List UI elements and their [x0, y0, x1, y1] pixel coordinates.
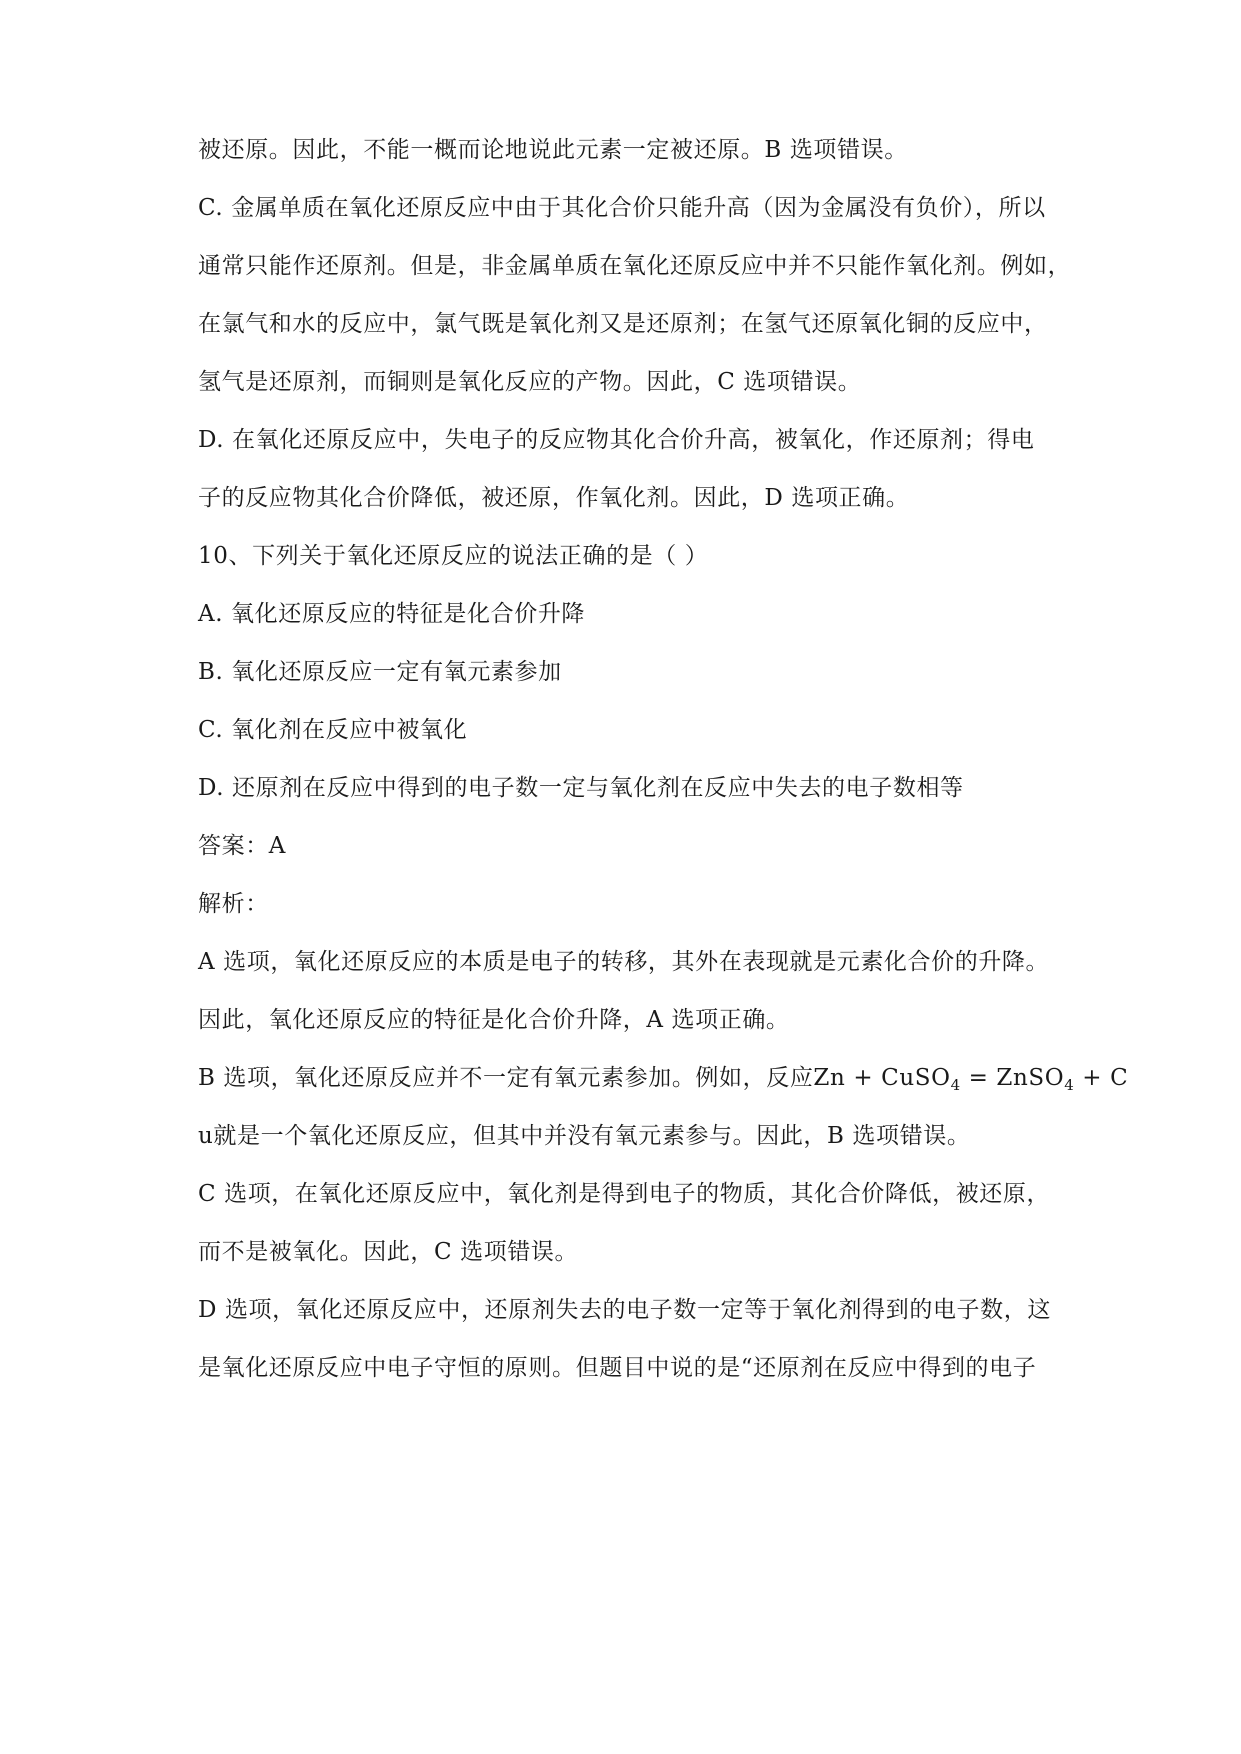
chemical-equation: [813, 1065, 1129, 1094]
option-b: B. 氧化还原反应一定有氧元素参加: [198, 659, 562, 685]
paragraph-line: D 选项，氧化还原反应中，还原剂失去的电子数一定等于氧化剂得到的电子数，这: [198, 1297, 1051, 1323]
paragraph-line: u就是一个氧化还原反应，但其中并没有氧元素参与。因此，B 选项错误。: [198, 1123, 971, 1149]
paragraph-line: C. 金属单质在氧化还原反应中由于其化合价只能升高（因为金属没有负价），所以: [198, 195, 1046, 221]
paragraph-line: 通常只能作还原剂。但是，非金属单质在氧化还原反应中并不只能作氧化剂。例如，: [198, 253, 1072, 279]
formula-term: Zn: [813, 1065, 846, 1091]
formula-subscript: 4: [1064, 1076, 1075, 1094]
formula-operator: +: [845, 1065, 882, 1091]
paragraph-line: A 选项，氧化还原反应的本质是电子的转移，其外在表现就是元素化合价的升降。: [198, 949, 1050, 975]
formula-operator: =: [960, 1065, 997, 1091]
formula-term: CuSO: [881, 1065, 951, 1091]
paragraph-line: 因此，氧化还原反应的特征是化合价升降，A 选项正确。: [198, 1007, 790, 1033]
paragraph-line: 在氯气和水的反应中，氯气既是氧化剂又是还原剂；在氢气还原氧化铜的反应中，: [198, 311, 1048, 337]
answer-line: 答案：A: [198, 833, 287, 859]
paragraph-line: 是氧化还原反应中电子守恒的原则。但题目中说的是“还原剂在反应中得到的电子: [198, 1355, 1037, 1381]
paragraph-line: C 选项，在氧化还原反应中，氧化剂是得到电子的物质，其化合价降低，被还原，: [198, 1181, 1051, 1207]
formula-line: [198, 1062, 1129, 1094]
paragraph-line: 氢气是还原剂，而铜则是氧化反应的产物。因此，C 选项错误。: [198, 369, 862, 395]
paragraph-line: 被还原。因此，不能一概而论地说此元素一定被还原。B 选项错误。: [198, 137, 908, 163]
paragraph-line: 子的反应物其化合价降低，被还原，作氧化剂。因此，D 选项正确。: [198, 485, 910, 511]
option-a: A. 氧化还原反应的特征是化合价升降: [198, 601, 586, 627]
analysis-heading: 解析：: [198, 891, 269, 917]
question-stem: 10、下列关于氧化还原反应的说法正确的是（ ）: [198, 543, 709, 569]
option-c: C. 氧化剂在反应中被氧化: [198, 717, 468, 743]
paragraph-line: D. 在氧化还原反应中，失电子的反应物其化合价升高，被氧化，作还原剂；得电: [198, 427, 1035, 453]
formula-operator: +: [1074, 1065, 1111, 1091]
option-d: D. 还原剂在反应中得到的电子数一定与氧化剂在反应中失去的电子数相等: [198, 775, 964, 801]
formula-term: ZnSO: [996, 1065, 1065, 1091]
paragraph-line: 而不是被氧化。因此，C 选项错误。: [198, 1239, 579, 1265]
formula-subscript: 4: [950, 1076, 961, 1094]
formula-prefix: B 选项，氧化还原反应并不一定有氧元素参加。例如，反应: [198, 1065, 814, 1091]
formula-term: C: [1110, 1065, 1129, 1091]
